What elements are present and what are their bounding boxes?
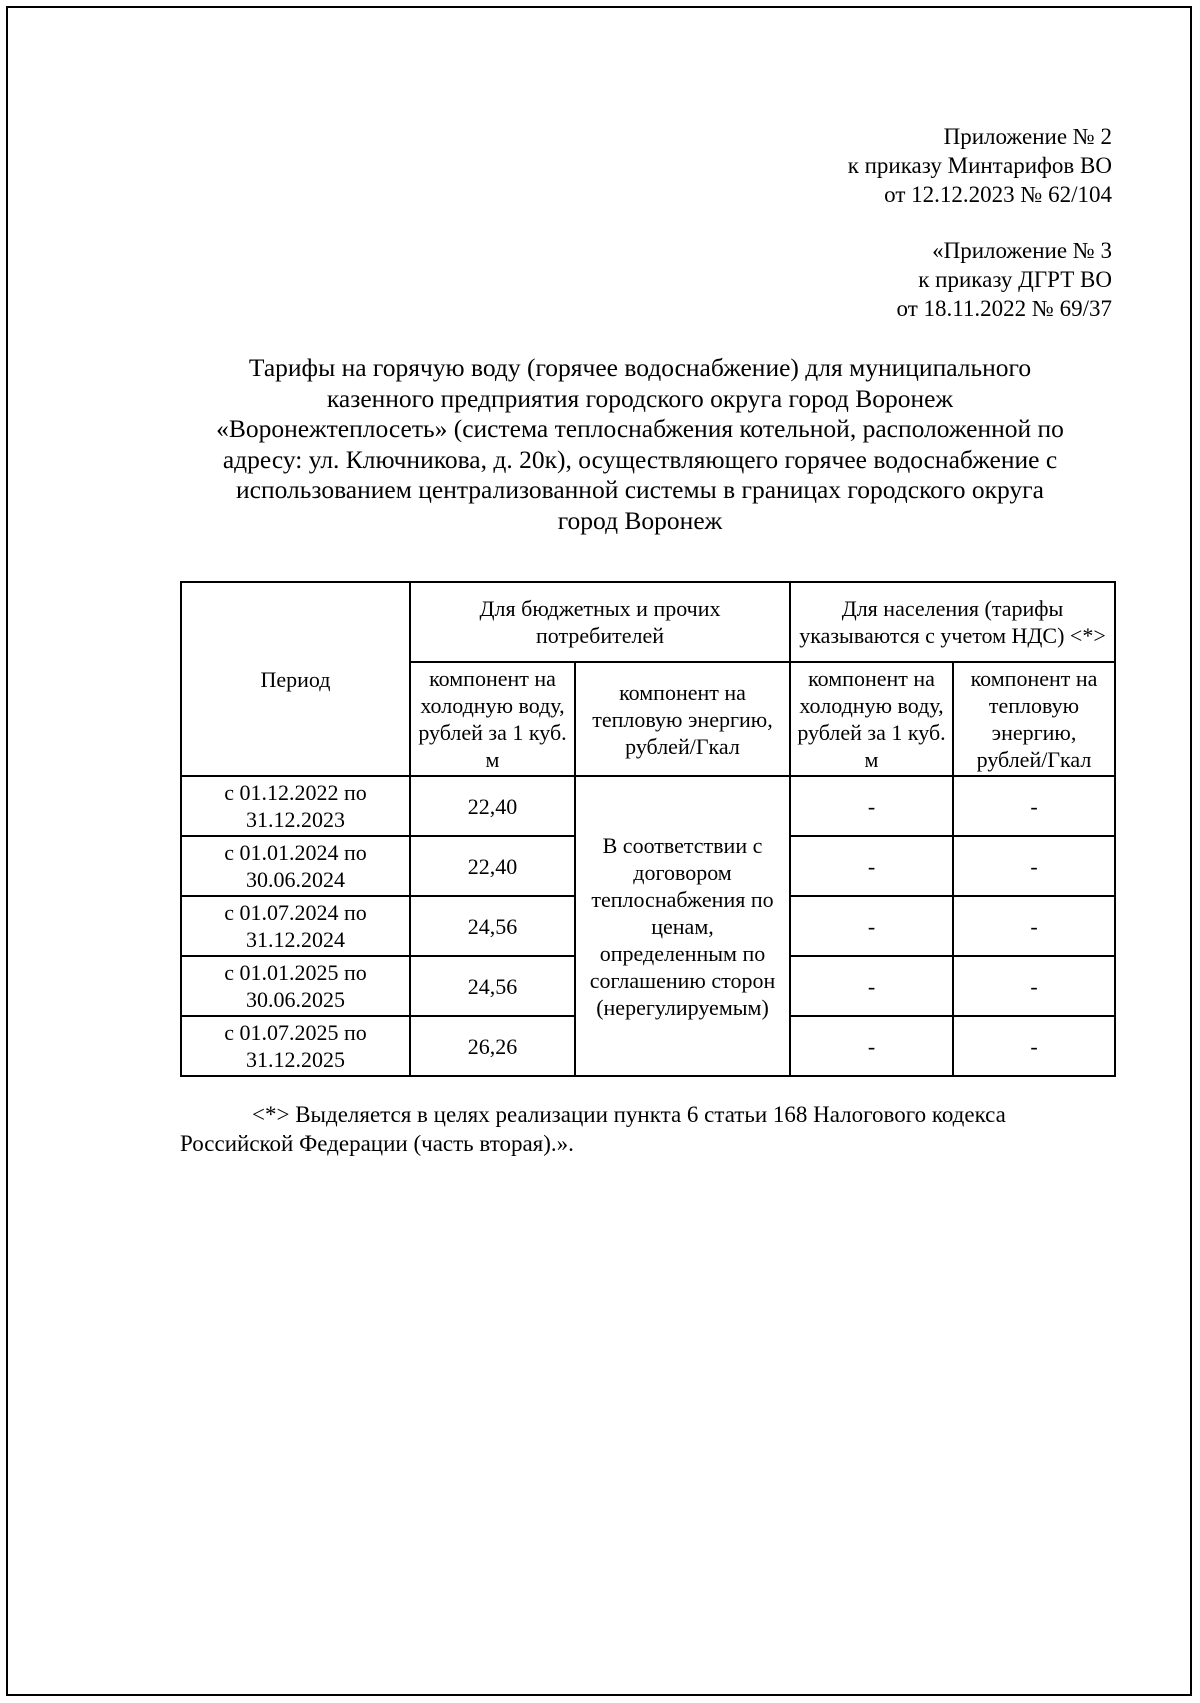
cold-water-price-cell: 24,56 [410, 956, 575, 1016]
population-cold-water-header: компонент на холодную воду, рублей за 1 куб. м [790, 662, 953, 776]
quoted-appendix-reference [897, 236, 1112, 323]
cold-water-price-cell: 22,40 [410, 776, 575, 836]
cold-water-price-cell: 22,40 [410, 836, 575, 896]
title-line: использованием централизованной системы в границах городского округа [236, 475, 1044, 504]
appendix-line: от 12.12.2023 № 62/104 [884, 182, 1112, 207]
population-cold-cell: - [790, 836, 953, 896]
period-cell: с 01.07.2025 по 31.12.2025 [181, 1016, 410, 1076]
document-title [170, 353, 1110, 536]
population-heat-cell: - [953, 776, 1115, 836]
title-line: казенного предприятия городского округа город Воронеж [326, 383, 954, 413]
appendix-line: от 18.11.2022 № 69/37 [896, 296, 1112, 321]
cold-water-price-cell: 26,26 [410, 1016, 575, 1076]
population-heat-cell: - [953, 896, 1115, 956]
population-heat-cell: - [953, 956, 1115, 1016]
budget-consumers-header: Для бюджетных и прочих потребителей [410, 582, 790, 662]
population-heat-energy-header: компонент на тепловую энергию, рублей/Гкал [953, 662, 1115, 776]
heat-energy-contract-cell: В соответствии с договором теплоснабжения по ценам, определенным по соглашению сторон (нерегулируемым) [575, 776, 790, 1076]
population-cold-cell: - [790, 896, 953, 956]
appendix-reference [848, 122, 1112, 209]
population-cold-cell: - [790, 776, 953, 836]
cold-water-price-cell: 24,56 [410, 896, 575, 956]
population-cold-cell: - [790, 1016, 953, 1076]
appendix-line: к приказу Минтарифов ВО [847, 153, 1112, 178]
period-cell: с 01.01.2024 по 30.06.2024 [181, 836, 410, 896]
title-line: «Воронежтеплосеть» (система теплоснабжения котельной, расположенной по [216, 414, 1064, 443]
period-cell: с 01.07.2024 по 31.12.2024 [181, 896, 410, 956]
appendix-line: к приказу ДГРТ ВО [918, 267, 1112, 292]
budget-heat-energy-header: компонент на тепловую энергию, рублей/Гкал [575, 662, 790, 776]
population-heat-cell: - [953, 836, 1115, 896]
title-line: Тарифы на горячую воду (горячее водоснабжение) для муниципального [248, 353, 1032, 382]
period-cell: с 01.12.2022 по 31.12.2023 [181, 776, 410, 836]
population-header: Для населения (тарифы указываются с учетом НДС) <*> [790, 582, 1115, 662]
period-header: Период [181, 582, 410, 776]
table-row [181, 776, 1115, 836]
title-line: город Воронеж [557, 505, 723, 535]
table-header-row [181, 582, 1115, 662]
footnote: <*> Выделяется в целях реализации пункта 6 статьи 168 Налогового кодекса Российской Федерации (часть вторая).». [180, 1102, 1006, 1156]
population-cold-cell: - [790, 956, 953, 1016]
period-cell: с 01.01.2025 по 30.06.2025 [181, 956, 410, 1016]
population-heat-cell: - [953, 1016, 1115, 1076]
appendix-line: «Приложение № 3 [932, 238, 1112, 263]
appendix-line: Приложение № 2 [943, 124, 1112, 149]
tariff-table [180, 581, 1116, 1077]
budget-cold-water-header: компонент на холодную воду, рублей за 1 куб. м [410, 662, 575, 776]
title-line: адресу: ул. Ключникова, д. 20к), осуществляющего горячее водоснабжение с [222, 444, 1058, 474]
